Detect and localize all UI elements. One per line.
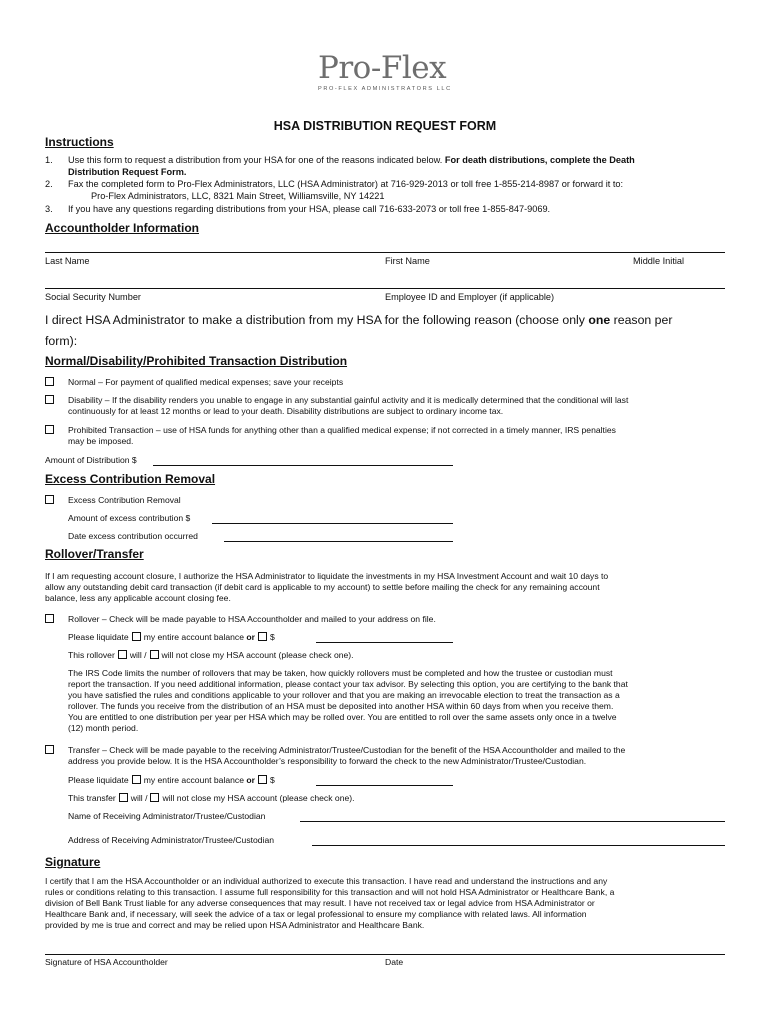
logo-tagline: PRO-FLEX ADMINISTRATORS LLC: [318, 86, 452, 92]
amount-distribution-label: Amount of Distribution $: [45, 455, 137, 465]
will-not-label: will not close my HSA account (please check one).: [161, 650, 354, 660]
normal-heading: Normal/Disability/Prohibited Transaction Distribution: [45, 354, 348, 368]
receiving-address-label: Address of Receiving Administrator/Trustee/Custodian: [68, 835, 275, 845]
rollover-liquidate-row: [68, 632, 275, 643]
transfer-entire-balance-checkbox[interactable]: [132, 775, 141, 784]
instructions-heading: Instructions: [45, 135, 114, 149]
this-transfer-label: This transfer: [68, 793, 116, 803]
entire-balance-label: my entire account balance: [143, 775, 245, 785]
irs-line-3: you have satisfied the rules and conditions applicable to your rollover and that you are making an irrevocable election to treat the transaction as a: [68, 690, 620, 700]
prohibited-option-label: [68, 425, 728, 447]
ssn-line[interactable]: [45, 288, 725, 289]
certification-line-2: rules or conditions relating to this transaction. I assume full responsibility for this transaction and will not hold HSA Administrator or Healthcare Bank, a: [45, 887, 615, 897]
transfer-checkbox[interactable]: [45, 745, 54, 754]
signature-heading: Signature: [45, 855, 101, 869]
last-name-label: Last Name: [45, 256, 90, 266]
transfer-amount-line[interactable]: [316, 785, 453, 786]
logo-wordmark: Pro-Flex: [318, 50, 447, 86]
instruction-bold: For death distributions, complete the Death: [444, 155, 635, 165]
irs-line-6: (12) month period.: [68, 723, 139, 733]
transfer-will-checkbox[interactable]: [119, 793, 128, 802]
amount-distribution-line[interactable]: [153, 465, 453, 466]
receiving-name-line[interactable]: [300, 821, 725, 822]
normal-option-label: Normal – For payment of qualified medical expenses; save your receipts: [68, 377, 344, 387]
will-not-label: will not close my HSA account (please check one).: [162, 793, 355, 803]
form-title: HSA DISTRIBUTION REQUEST FORM: [273, 119, 497, 133]
receiving-name-label: Name of Receiving Administrator/Trustee/Custodian: [68, 811, 266, 821]
certification-line-3: division of Bell Bank Trust liable for any adverse consequences that may result. I have not received tax or legal advice from HSA Administrator or: [45, 898, 595, 908]
rollover-checkbox[interactable]: [45, 614, 54, 623]
accountholder-heading: Accountholder Information: [45, 221, 199, 235]
liquidate-label: Please liquidate: [68, 775, 129, 785]
instruction-number: 2.: [45, 179, 53, 189]
receiving-address-line[interactable]: [312, 845, 725, 846]
irs-line-4: rollover. The funds you receive from the distribution of an HSA must be deposited into another HSA within 60 days from when you receive them.: [68, 701, 614, 711]
certification-line-5: provided by me is true and correct and may be relied upon HSA Administrator and Healthcare Bank.: [45, 920, 425, 930]
instruction-bold-2: Distribution Request Form.: [68, 167, 187, 177]
signature-label: Signature of HSA Accountholder: [45, 957, 168, 967]
prohibited-line-1: Prohibited Transaction – use of HSA funds for anything other than a qualified medical expense; if not corrected in a timely manner, IRS penalties: [68, 425, 616, 435]
first-name-label: First Name: [385, 256, 430, 266]
irs-notice: [68, 668, 727, 734]
instruction-2: [45, 178, 735, 201]
certification-line-1: I certify that I am the HSA Accountholder or an individual authorized to execute this transaction. I have read and understand the instructions and any: [45, 876, 608, 886]
instruction-3: [45, 203, 735, 215]
excess-date-line[interactable]: [224, 541, 453, 542]
rollover-will-checkbox[interactable]: [118, 650, 127, 659]
rollover-intro: [45, 571, 727, 604]
transfer-will-not-checkbox[interactable]: [150, 793, 159, 802]
irs-line-5: You are entitled to one distribution per year per HSA which may be rolled over. You are entitled to roll over the same assets only once in a twelve: [68, 712, 617, 722]
date-label: Date: [385, 957, 404, 967]
rollover-will-not-checkbox[interactable]: [150, 650, 159, 659]
instruction-text: Use this form to request a distribution from your HSA for one of the reasons indicated below.: [68, 155, 445, 165]
transfer-line-1: Transfer – Check will be made payable to the receiving Administrator/Trustee/Custodian for the benefit of the HSA Accountholder and mailed to the: [68, 745, 626, 755]
ssn-label: Social Security Number: [45, 292, 141, 302]
entire-balance-checkbox[interactable]: [132, 632, 141, 641]
will-label: will /: [129, 650, 147, 660]
instruction-number: 1.: [45, 155, 53, 165]
transfer-close-row: [68, 793, 355, 804]
excess-checkbox[interactable]: [45, 495, 54, 504]
this-rollover-label: This rollover: [68, 650, 115, 660]
excess-option-label: Excess Contribution Removal: [68, 495, 181, 505]
rollover-intro-line-2: allow any outstanding debit card transaction (if debit card is applicable to my account) to settle before mailing the check for any remaining account: [45, 582, 600, 592]
rollover-option-label: Rollover – Check will be made payable to HSA Accountholder and mailed to your address on file.: [68, 614, 436, 624]
instruction-address: Pro-Flex Administrators, LLC, 8321 Main Street, Williamsville, NY 14221: [91, 191, 385, 201]
excess-date-label: Date excess contribution occurred: [68, 531, 198, 541]
prohibited-line-2: may be imposed.: [68, 436, 134, 446]
partial-amount-checkbox[interactable]: [258, 632, 267, 641]
instruction-text: If you have any questions regarding distributions from your HSA, please call 716-633-2073 or toll free 1-855-847-9069.: [68, 204, 551, 214]
or-label: or: [246, 775, 255, 785]
employee-id-label: Employee ID and Employer (if applicable): [385, 292, 555, 302]
transfer-liquidate-row: [68, 775, 275, 786]
irs-line-1: The IRS Code limits the number of rollovers that may be taken, how quickly rollovers must be completed and how the trustee or custodian must: [68, 668, 613, 678]
excess-amount-line[interactable]: [212, 523, 453, 524]
rollover-intro-line-3: balance, less any applicable account closing fee.: [45, 593, 231, 603]
dollar-sign: $: [270, 632, 275, 642]
direct-bold: one: [588, 313, 611, 327]
instruction-text: Fax the completed form to Pro-Flex Administrators, LLC (HSA Administrator) at 716-929-2013 or toll free 1-855-214-8987 or forward it to:: [68, 179, 624, 189]
certification-text: [45, 876, 727, 931]
transfer-line-2: address you provide below. It is the HSA Accountholder’s responsibility to forward the check to the new Administrator/Trustee/Custodian.: [68, 756, 587, 766]
direct-text: I direct HSA Administrator to make a distribution from my HSA for the following reason (choose only: [45, 313, 589, 327]
instruction-number: 3.: [45, 204, 53, 214]
rollover-heading: Rollover/Transfer: [45, 547, 144, 561]
excess-heading: Excess Contribution Removal: [45, 472, 216, 486]
entire-balance-label: my entire account balance: [143, 632, 245, 642]
certification-line-4: Healthcare Bank and, if necessary, will seek the advice of a tax or legal professional to ensure my compliance with related laws. All information: [45, 909, 587, 919]
dollar-sign: $: [270, 775, 275, 785]
direct-statement: [45, 310, 727, 352]
logo: [318, 52, 454, 92]
prohibited-checkbox[interactable]: [45, 425, 54, 434]
signature-line[interactable]: [45, 954, 725, 955]
irs-line-2: report the transaction. If you need additional information, please contact your tax advisor. By selecting this option, you are certifying to the bank that: [68, 679, 628, 689]
name-line[interactable]: [45, 252, 725, 253]
liquidate-label: Please liquidate: [68, 632, 129, 642]
transfer-partial-amount-checkbox[interactable]: [258, 775, 267, 784]
direct-text-3: form):: [45, 334, 78, 348]
middle-initial-label: Middle Initial: [633, 256, 685, 266]
normal-checkbox[interactable]: [45, 377, 54, 386]
disability-option-label: [68, 395, 728, 417]
direct-text-2: reason per: [610, 313, 673, 327]
disability-line-1: Disability – If the disability renders you unable to engage in any substantial gainful activity and it is medically determined that the conditional will last: [68, 395, 629, 405]
excess-amount-label: Amount of excess contribution $: [68, 513, 191, 523]
rollover-intro-line-1: If I am requesting account closure, I authorize the HSA Administrator to liquidate the investments in my HSA Investment Account and wait 10 days to: [45, 571, 609, 581]
transfer-option-label: [68, 745, 727, 767]
will-label: will /: [130, 793, 148, 803]
or-label: or: [246, 632, 255, 642]
instruction-1: [45, 154, 735, 177]
rollover-amount-line[interactable]: [316, 642, 453, 643]
disability-checkbox[interactable]: [45, 395, 54, 404]
disability-line-2: continuously for at least 12 months or lead to your death. Disability distributions are subject to ordinary income tax.: [68, 406, 504, 416]
rollover-close-row: [68, 650, 354, 661]
